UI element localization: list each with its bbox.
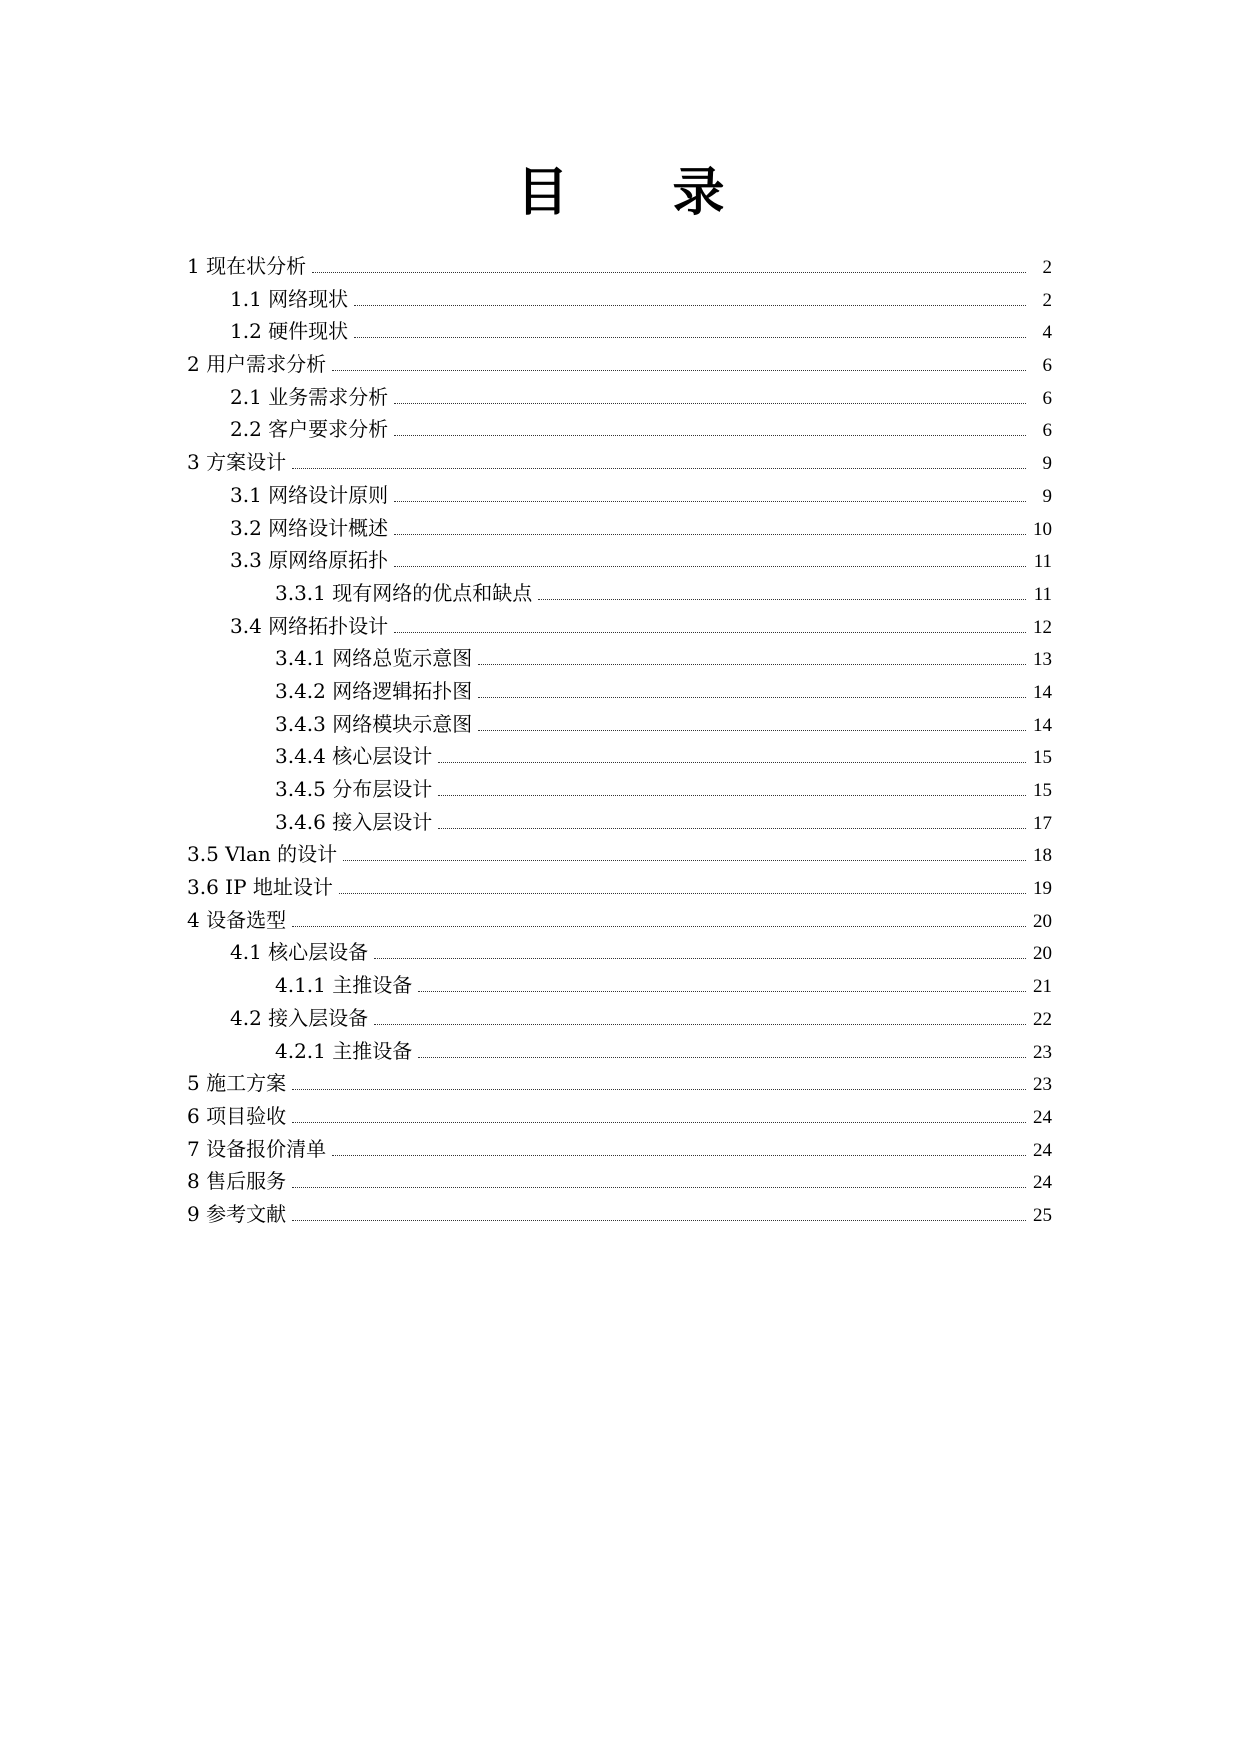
toc-entry-label: 3 方案设计 [187,450,287,475]
dot-leader [394,632,1026,633]
toc-entry[interactable] [187,1002,1052,1035]
dot-leader [394,534,1026,535]
toc-entry[interactable] [187,936,1052,969]
toc-entry-label: 3.3 原网络原拓扑 [230,548,389,573]
dot-leader [374,958,1026,959]
toc-entry-page: 11 [1033,583,1052,605]
toc-entry[interactable] [187,479,1052,512]
toc-entry-label: 6 项目验收 [187,1103,287,1128]
toc-entry[interactable] [187,512,1052,545]
dot-leader [292,1187,1026,1188]
toc-entry-page: 23 [1033,1074,1052,1096]
dot-leader [394,566,1026,567]
toc-entry-page: 21 [1033,976,1052,998]
toc-entry[interactable] [187,871,1052,904]
toc-entry-page: 19 [1033,878,1052,900]
toc-entry[interactable] [187,642,1052,675]
toc-entry-label: 4.1.1 主推设备 [275,973,413,998]
dot-leader [354,337,1026,338]
dot-leader [478,697,1026,698]
toc-entry[interactable] [187,708,1052,741]
toc-entry[interactable] [187,773,1052,806]
toc-entry-page: 2 [1042,257,1052,278]
toc-entry-label: 3.6 IP 地址设计 [187,875,333,900]
toc-entry[interactable] [187,1035,1052,1068]
toc-entry[interactable] [187,675,1052,708]
toc-entry-page: 6 [1042,355,1052,377]
dot-leader [292,468,1026,469]
toc-entry-label: 4.2 接入层设备 [230,1005,369,1030]
toc-entry-page: 24 [1033,1106,1052,1128]
toc-entry[interactable] [187,740,1052,773]
toc-entry[interactable] [187,544,1052,577]
dot-leader [292,926,1026,927]
toc-entry[interactable] [187,577,1052,610]
toc-entry[interactable] [187,806,1052,839]
toc-entry-label: 3.4.4 核心层设计 [275,744,433,769]
dot-leader [438,762,1026,763]
toc-entry-page: 20 [1033,943,1052,965]
toc-entry-page: 17 [1033,812,1052,834]
toc-entry[interactable] [187,250,1052,283]
toc-entry[interactable] [187,1067,1052,1100]
toc-entry-label: 8 售后服务 [187,1169,287,1194]
toc-entry[interactable] [187,1165,1052,1198]
dot-leader [394,435,1026,436]
dot-leader [394,403,1026,404]
toc-entry-page: 11 [1033,551,1052,573]
toc-entry[interactable] [187,1198,1052,1231]
toc-entry-page: 18 [1033,845,1052,867]
toc-entry-label: 2.1 业务需求分析 [230,384,389,409]
toc-entry-label: 2 用户需求分析 [187,352,327,377]
dot-leader [339,893,1026,894]
dot-leader [292,1089,1026,1090]
toc-entry-label: 2.2 客户要求分析 [230,417,389,442]
toc-entry-label: 4.2.1 主推设备 [275,1038,413,1063]
toc-entry-page: 10 [1033,518,1052,540]
toc-entry-label: 3.4.1 网络总览示意图 [275,646,473,671]
dot-leader [343,860,1026,861]
toc-entry-label: 3.3.1 现有网络的优点和缺点 [275,580,533,605]
toc-entry[interactable] [187,1133,1052,1166]
toc-entry[interactable] [187,446,1052,479]
toc-entry-page: 14 [1033,681,1052,703]
toc-entry-label: 3.4.2 网络逻辑拓扑图 [275,678,473,703]
toc-entry-label: 3.5 Vlan 的设计 [187,842,338,867]
toc-entry-page: 6 [1042,387,1052,409]
toc-entry-page: 25 [1033,1204,1052,1226]
toc-entry-page: 9 [1042,453,1052,475]
toc-entry-label: 3.4 网络拓扑设计 [230,613,389,638]
toc-entry[interactable] [187,381,1052,414]
toc-entry-page: 2 [1042,289,1052,311]
toc-entry-label: 9 参考文献 [187,1201,287,1226]
toc-entry-label: 3.1 网络设计原则 [230,482,389,507]
toc-entry-page: 24 [1033,1172,1052,1194]
toc-entry-page: 9 [1042,485,1052,507]
toc-entry[interactable] [187,315,1052,348]
dot-leader [332,1155,1026,1156]
toc-entry[interactable] [187,283,1052,316]
dot-leader [418,1057,1026,1058]
toc-entry[interactable] [187,610,1052,643]
toc-entry-page: 15 [1033,780,1052,801]
dot-leader [418,991,1026,992]
toc-entry[interactable] [187,969,1052,1002]
toc-entry-label: 4.1 核心层设备 [230,940,369,965]
toc-entry-page: 6 [1042,420,1052,442]
toc-entry[interactable] [187,1100,1052,1133]
dot-leader [478,730,1026,731]
toc-entry-page: 12 [1033,616,1052,638]
dot-leader [478,664,1026,665]
toc-entry-label: 5 施工方案 [187,1071,287,1096]
dot-leader [292,1122,1026,1123]
toc-entry-label: 1 现在状分析 [187,254,307,278]
toc-entry-page: 4 [1042,322,1052,344]
toc-entry-page: 14 [1033,714,1052,736]
dot-leader [394,501,1026,502]
toc-entry-label: 4 设备选型 [187,907,287,932]
dot-leader [354,305,1026,306]
dot-leader [438,828,1026,829]
toc-entry-label: 1.1 网络现状 [230,286,349,311]
toc-entry-label: 3.4.3 网络模块示意图 [275,711,473,736]
dot-leader [374,1024,1026,1025]
toc-entry-label: 3.2 网络设计概述 [230,515,389,540]
toc-entry-page: 23 [1033,1041,1052,1063]
toc-entry[interactable] [187,348,1052,381]
toc-entry-page: 15 [1033,747,1052,769]
page-title: 目 录 [516,163,725,223]
dot-leader [332,370,1026,371]
toc-entry[interactable] [187,838,1052,871]
toc-entry[interactable] [187,904,1052,937]
dot-leader [312,272,1026,273]
dot-leader [292,1220,1026,1221]
table-of-contents [187,250,1052,1231]
toc-entry-label: 3.4.6 接入层设计 [275,809,433,834]
toc-entry-label: 1.2 硬件现状 [230,319,349,344]
toc-entry-label: 7 设备报价清单 [187,1136,327,1161]
toc-entry-page: 24 [1033,1139,1052,1161]
toc-entry-page: 13 [1033,649,1052,671]
dot-leader [438,795,1026,796]
dot-leader [538,599,1026,600]
toc-entry-page: 20 [1033,910,1052,932]
toc-entry-label: 3.4.5 分布层设计 [275,777,433,801]
toc-entry-page: 22 [1033,1008,1052,1030]
toc-entry[interactable] [187,413,1052,446]
